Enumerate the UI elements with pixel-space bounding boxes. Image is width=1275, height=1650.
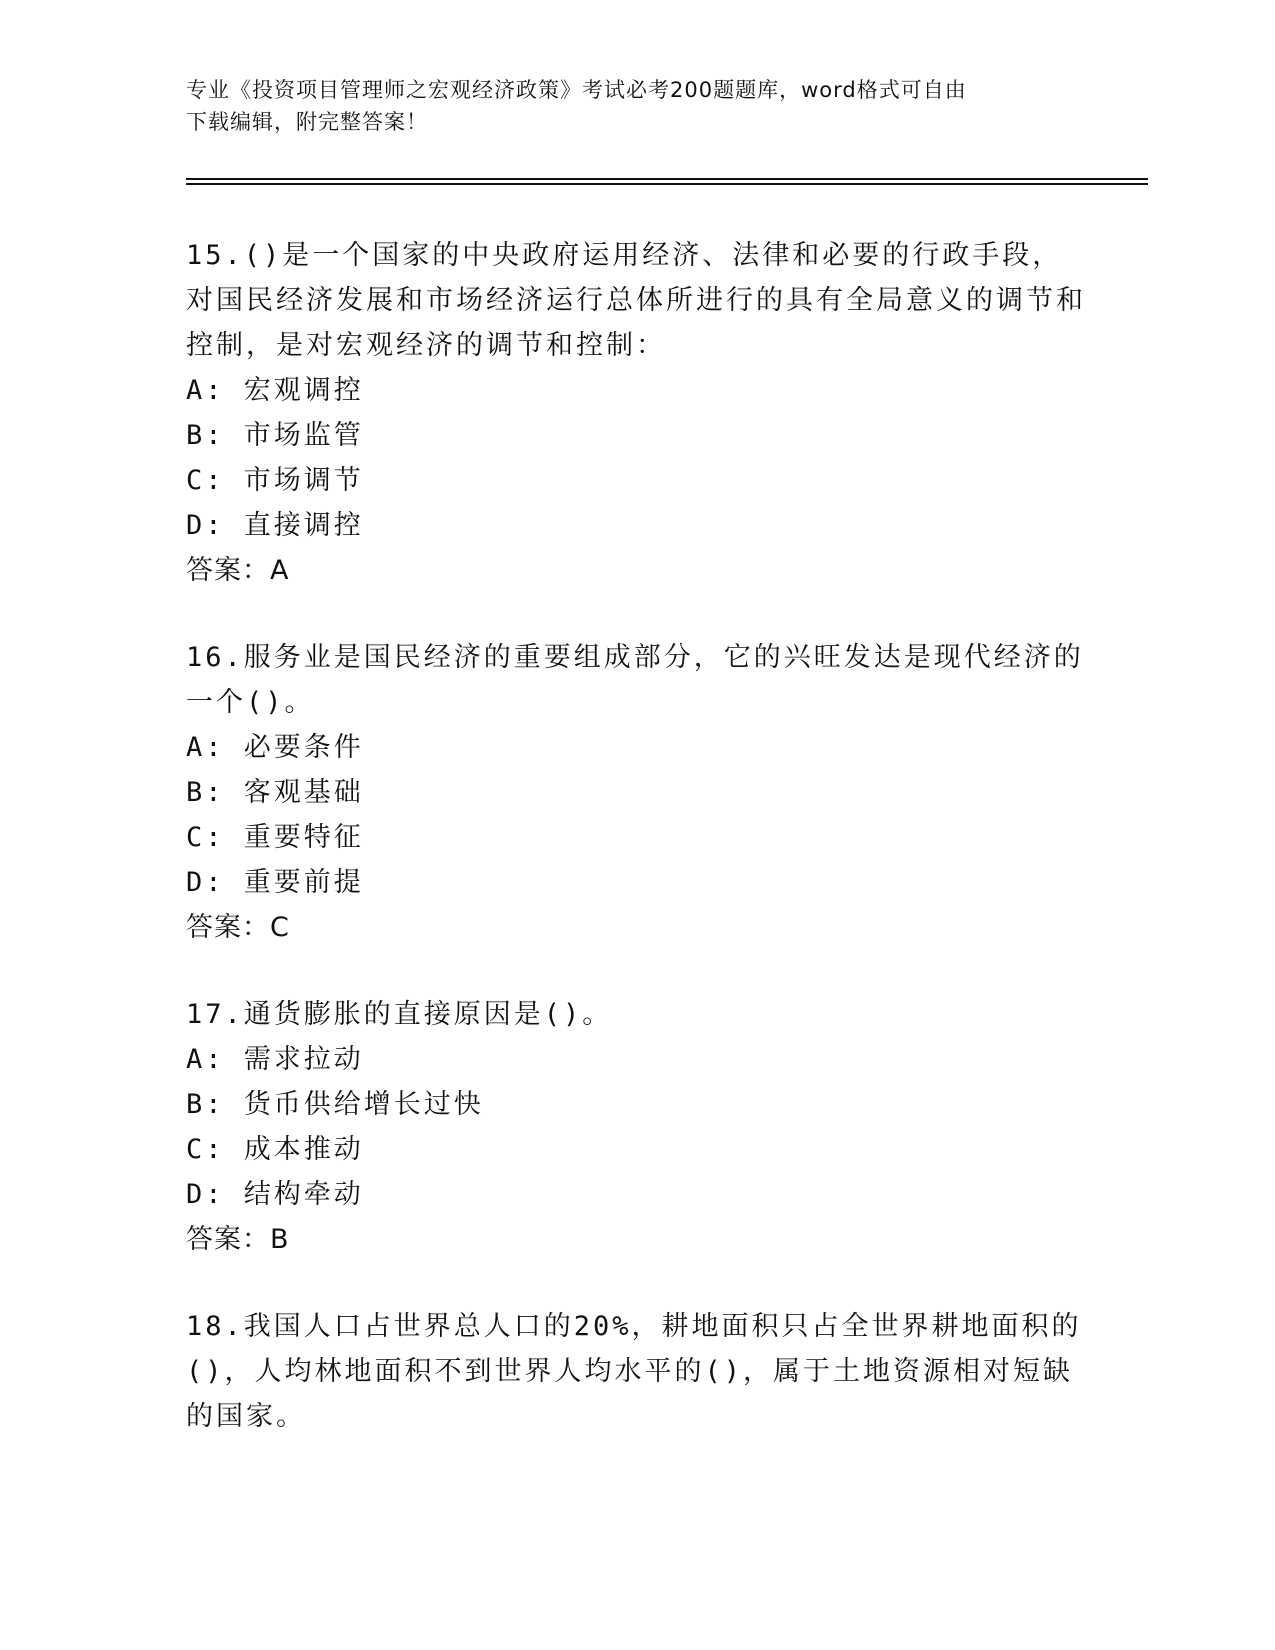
question-stem: 17.通货膨胀的直接原因是()。 (186, 999, 613, 1030)
option-b: B: 客观基础 (186, 777, 364, 808)
question-list (186, 233, 1086, 1481)
question-15 (186, 233, 1086, 593)
option-c: C: 市场调节 (186, 465, 364, 496)
answer-text: 答案：B (186, 1224, 290, 1255)
header-line-1: 专业《投资项目管理师之宏观经济政策》考试必考200题题库，word格式可自由 (186, 78, 967, 102)
option-d: D: 直接调控 (186, 510, 364, 541)
question-stem: 15.()是一个国家的中央政府运用经济、法律和必要的行政手段，对国民经济发展和市场经济运行总体所进行的具有全局意义的调节和控制，是对宏观经济的调节和控制： (186, 240, 1086, 361)
option-c: C: 重要特征 (186, 822, 364, 853)
header-divider-bottom (186, 183, 1148, 185)
question-17 (186, 992, 1086, 1262)
option-c: C: 成本推动 (186, 1134, 364, 1165)
question-16 (186, 635, 1086, 950)
option-a: A: 需求拉动 (186, 1044, 364, 1075)
question-18 (186, 1304, 1086, 1439)
option-d: D: 重要前提 (186, 867, 364, 898)
header-line-2: 下载编辑，附完整答案！ (186, 110, 428, 134)
question-stem: 16.服务业是国民经济的重要组成部分，它的兴旺发达是现代经济的一个()。 (186, 642, 1084, 718)
option-b: B: 市场监管 (186, 420, 364, 451)
answer-text: 答案：C (186, 912, 290, 943)
question-stem: 18.我国人口占世界总人口的20%，耕地面积只占全世界耕地面积的()，人均林地面积不到世界人均水平的()，属于土地资源相对短缺的国家。 (186, 1311, 1082, 1432)
document-header (186, 74, 1066, 138)
answer-text: 答案：A (186, 555, 290, 586)
option-a: A: 必要条件 (186, 732, 364, 763)
option-b: B: 货币供给增长过快 (186, 1089, 484, 1120)
option-d: D: 结构牵动 (186, 1179, 364, 1210)
option-a: A: 宏观调控 (186, 375, 364, 406)
header-divider-top (186, 178, 1148, 180)
